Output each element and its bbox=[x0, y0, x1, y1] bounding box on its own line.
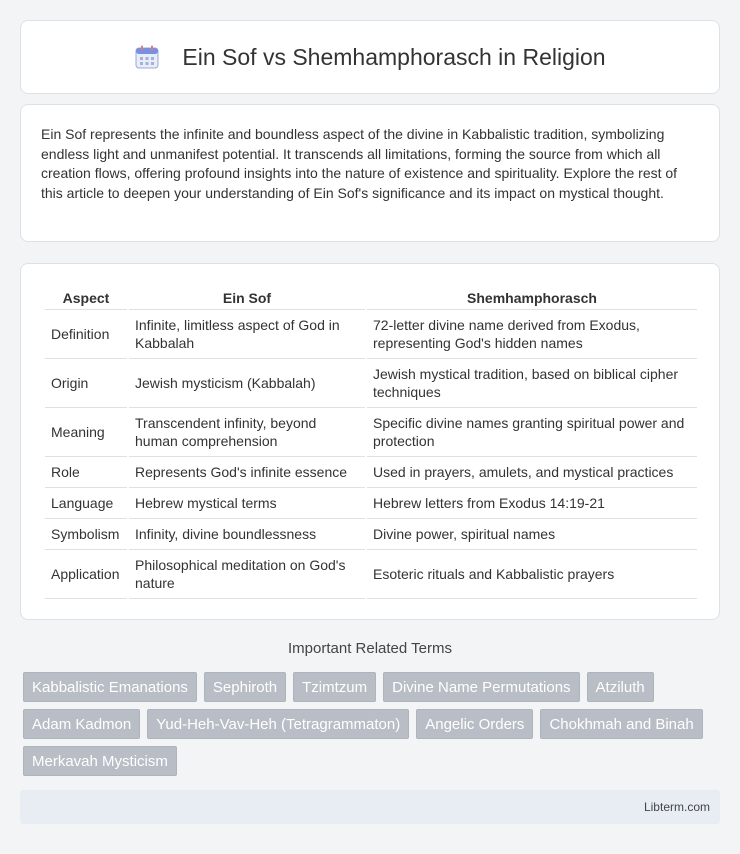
table-cell: Philosophical meditation on God's nature bbox=[129, 550, 365, 599]
related-terms-heading: Important Related Terms bbox=[288, 640, 452, 657]
related-terms-list bbox=[23, 672, 723, 783]
table-row bbox=[45, 488, 697, 519]
table-cell: Hebrew letters from Exodus 14:19-21 bbox=[367, 488, 697, 519]
table-cell: Specific divine names granting spiritual power and protection bbox=[367, 408, 697, 457]
table-cell: Transcendent infinity, beyond human comprehension bbox=[129, 408, 365, 457]
header-shemhamphorasch: Shemhamphorasch bbox=[367, 286, 697, 310]
table-cell: Divine power, spiritual names bbox=[367, 519, 697, 550]
table-row bbox=[45, 519, 697, 550]
related-term-tag[interactable]: Adam Kadmon bbox=[23, 709, 140, 739]
table-cell: Hebrew mystical terms bbox=[129, 488, 365, 519]
related-term-tag[interactable]: Atziluth bbox=[587, 672, 654, 702]
related-term-tag[interactable]: Divine Name Permutations bbox=[383, 672, 579, 702]
related-term-tag[interactable]: Kabbalistic Emanations bbox=[23, 672, 197, 702]
table-cell: Jewish mysticism (Kabbalah) bbox=[129, 359, 365, 408]
table-cell: 72-letter divine name derived from Exodus, representing God's hidden names bbox=[367, 310, 697, 359]
page-title: Ein Sof vs Shemhamphorasch in Religion bbox=[182, 43, 606, 70]
table-row bbox=[45, 457, 697, 488]
table-row bbox=[45, 550, 697, 599]
table-cell: Symbolism bbox=[45, 519, 127, 550]
comparison-table bbox=[43, 286, 699, 599]
table-cell: Represents God's infinite essence bbox=[129, 457, 365, 488]
table-row bbox=[45, 310, 697, 359]
related-term-tag[interactable]: Chokhmah and Binah bbox=[540, 709, 702, 739]
intro-text: Ein Sof represents the infinite and boundless aspect of the divine in Kabbalistic tradition, symbolizing endless light and unmanifest potential. It transcends all limitations, forming the source from which all creation flows, offering profound insights into the nature of existence and spirituality. Explore the rest of this article to deepen your understanding of Ein Sof's significance and its impact on mystical thought. bbox=[41, 126, 678, 201]
table-row bbox=[45, 359, 697, 408]
table-cell: Language bbox=[45, 488, 127, 519]
table-cell: Infinity, divine boundlessness bbox=[129, 519, 365, 550]
calendar-icon bbox=[134, 44, 160, 70]
table-cell: Definition bbox=[45, 310, 127, 359]
table-cell: Infinite, limitless aspect of God in Kabbalah bbox=[129, 310, 365, 359]
related-term-tag[interactable]: Angelic Orders bbox=[416, 709, 533, 739]
related-term-tag[interactable]: Merkavah Mysticism bbox=[23, 746, 177, 776]
table-cell: Origin bbox=[45, 359, 127, 408]
table-row bbox=[45, 408, 697, 457]
related-term-tag[interactable]: Tzimtzum bbox=[293, 672, 376, 702]
table-cell: Meaning bbox=[45, 408, 127, 457]
table-cell: Role bbox=[45, 457, 127, 488]
intro-card bbox=[20, 104, 720, 242]
table-cell: Used in prayers, amulets, and mystical practices bbox=[367, 457, 697, 488]
header-ein-sof: Ein Sof bbox=[129, 286, 365, 310]
footer-site-link[interactable]: Libterm.com bbox=[643, 800, 710, 814]
header-aspect: Aspect bbox=[45, 286, 127, 310]
footer bbox=[20, 790, 720, 824]
table-cell: Esoteric rituals and Kabbalistic prayers bbox=[367, 550, 697, 599]
table-cell: Application bbox=[45, 550, 127, 599]
title-card bbox=[20, 20, 720, 94]
comparison-card bbox=[20, 263, 720, 620]
related-term-tag[interactable]: Yud-Heh-Vav-Heh (Tetragrammaton) bbox=[147, 709, 409, 739]
related-term-tag[interactable]: Sephiroth bbox=[204, 672, 286, 702]
table-cell: Jewish mystical tradition, based on biblical cipher techniques bbox=[367, 359, 697, 408]
